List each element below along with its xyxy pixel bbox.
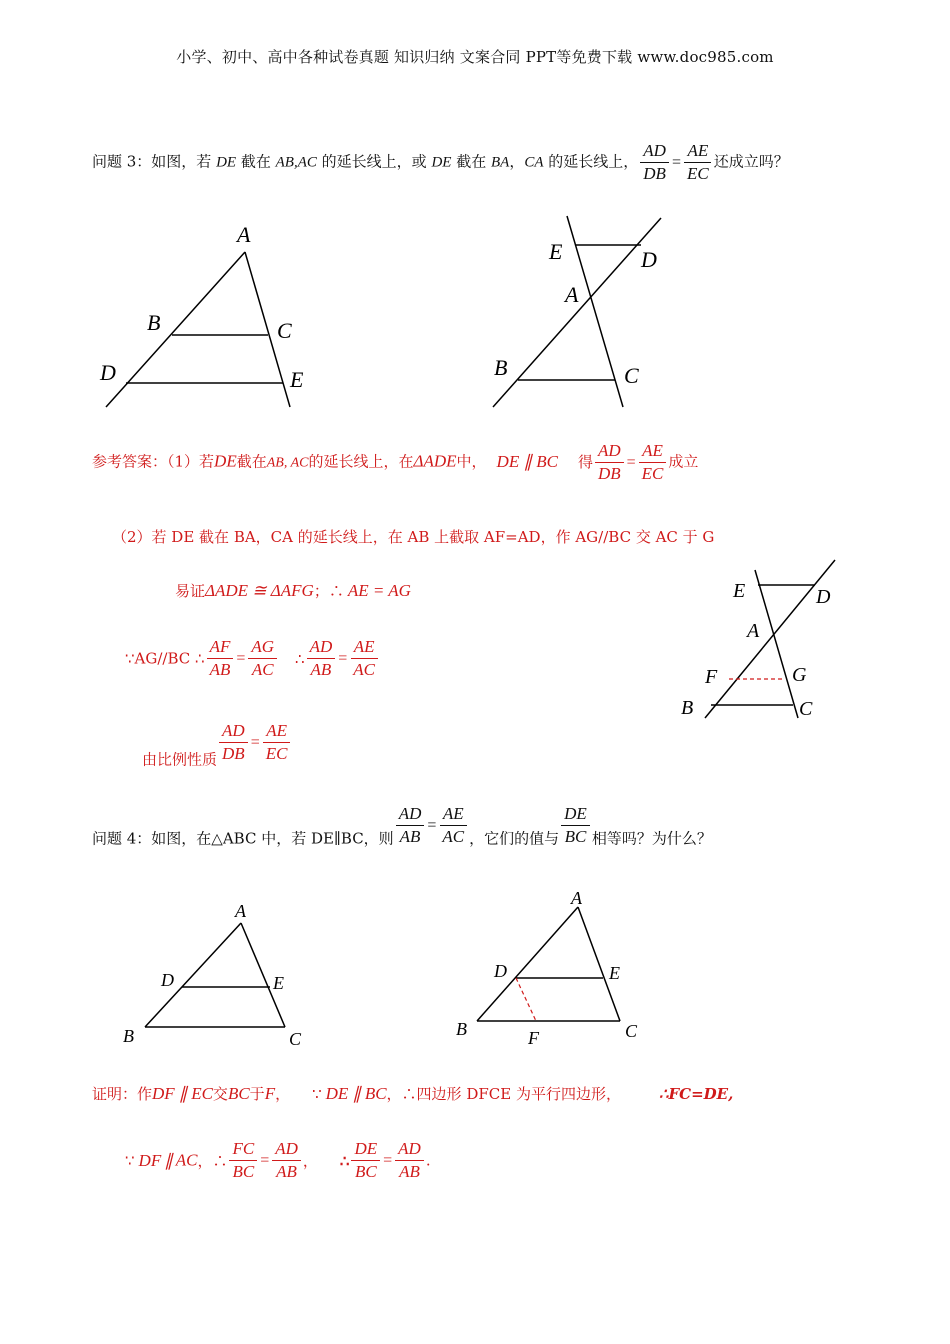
ans-text: 截在: [236, 452, 267, 471]
label-c: C: [624, 363, 639, 388]
proof-fraction-fc-bc: $\frac{FC}{BC}$: [229, 1138, 257, 1183]
proof-f: F: [264, 1084, 276, 1103]
proof-parallel: ∥: [164, 1150, 173, 1170]
q4-fraction-ad-ab: $\frac{AD}{AB}$: [396, 803, 425, 848]
figure-4b-parallelogram: [450, 885, 660, 1050]
proof-because: ∵: [312, 1085, 322, 1103]
label-d: D: [816, 586, 831, 608]
label-e: E: [609, 963, 620, 983]
label-e: E: [273, 973, 284, 993]
label-f: F: [528, 1028, 539, 1048]
q3-text: 截在: [451, 152, 491, 171]
label-f: F: [705, 666, 718, 688]
proof-parallel: ∥: [178, 1084, 188, 1103]
label-b: B: [681, 697, 694, 719]
q3-ba: BA: [490, 154, 510, 171]
proof-text: ，∴: [197, 1152, 228, 1170]
q3-de2: DE: [431, 154, 452, 171]
ans-de: DE: [214, 451, 237, 471]
proof-result: ∴FC=DE,: [658, 1085, 734, 1103]
q3-de: DE: [216, 154, 237, 171]
question-3: 问题 3：如图，若 DE 截在 AB,AC 的延长线上，或 DE 截在 BA，CA 的延长线上， $\frac{AD}{DB}$ = $\frac{AE}{EC}$ 还成立吗？: [92, 141, 789, 183]
proof-ac: AC: [175, 1150, 198, 1170]
ans-ae-ag: AE = AG: [347, 581, 411, 600]
ans-text: 中，: [456, 452, 487, 471]
q3-text: 的延长线上，或: [316, 152, 432, 171]
ans-text: ；∴: [313, 582, 344, 600]
ans-fraction-af-ab: $\frac{AF}{AB}$: [207, 636, 234, 681]
q3-text: 的延长线上，: [543, 152, 639, 171]
q3-text: ，: [509, 152, 525, 171]
proof-line-1: [92, 1083, 733, 1104]
figure-4a-triangle: [115, 895, 315, 1055]
figure-3b-crossing: [485, 210, 685, 415]
proof-ec: EC: [191, 1084, 213, 1103]
label-c: C: [625, 1021, 638, 1041]
label-c: C: [799, 698, 813, 720]
label-a: A: [235, 901, 246, 921]
label-d: D: [100, 360, 116, 385]
ans-text: 易证: [175, 582, 206, 600]
ans-congruence: ΔADE ≅ ΔAFG: [205, 581, 314, 600]
q4-prefix: 问题 4：如图，在△ABC 中，若 DE∥BC，则: [92, 829, 394, 848]
proof-text: .: [425, 1151, 431, 1170]
ans-fraction-ae-ac: $\frac{AE}{AC}$: [350, 636, 378, 681]
ans-text: 参考答案：（1）若: [92, 452, 215, 471]
ans-fraction-ag-ac: $\frac{AG}{AC}$: [248, 636, 277, 681]
proof-because: ∵: [125, 1151, 135, 1170]
q3-text: 截在: [236, 152, 276, 171]
ans-parallel: DE ∥ BC: [496, 451, 558, 471]
ans-fraction-ad-db: $\frac{AD}{DB}$: [219, 720, 248, 765]
ans-text: 成立: [668, 452, 699, 471]
proof-de: DE: [325, 1084, 349, 1103]
q3-prefix: 问题 3：如图，若: [92, 152, 217, 171]
answer-3-line-5: 由比例性质 $\frac{AD}{DB}$ = $\frac{AE}{EC}$: [142, 720, 292, 770]
label-b: B: [456, 1019, 467, 1039]
proof-line-2: ∵ DF ∥ AC，∴ $\frac{FC}{BC}$ = $\frac{AD}{AB}$ ， ∴ $\frac{DE}{BC}$ = $\frac{AD}{AB}$ .: [125, 1139, 431, 1181]
ans-fraction-ad-db: $\frac{AD}{DB}$: [595, 440, 624, 485]
label-e: E: [549, 239, 563, 264]
ans-abac: AB, AC: [266, 455, 309, 471]
answer-3-line-3: [175, 580, 411, 601]
q4-fraction-ae-ac: $\frac{AE}{AC}$: [439, 803, 467, 848]
q3-fraction-ae-ec: $\frac{AE}{EC}$: [684, 140, 712, 185]
proof-fraction-de-bc: $\frac{DE}{BC}$: [351, 1138, 380, 1183]
page-header: 小学、初中、高中各种试卷真题 知识归纳 文案合同 PPT等免费下载 www.doc985.com: [176, 48, 774, 66]
proof-fraction-ad-ab: $\frac{AD}{AB}$: [272, 1138, 301, 1183]
label-a: A: [237, 222, 251, 247]
q3-fraction-ad-db: $\frac{AD}{DB}$: [640, 140, 669, 185]
proof-text: 证明：作: [92, 1085, 153, 1103]
answer-3-line-4: ∵AG//BC ∴ $\frac{AF}{AB}$ = $\frac{AG}{AC}$ ∴ $\frac{AD}{AB}$ = $\frac{AE}{AC}$: [125, 636, 380, 681]
label-d: D: [494, 961, 507, 981]
proof-text: 于: [249, 1085, 265, 1103]
proof-df: DF: [152, 1084, 175, 1103]
proof-df: DF: [138, 1150, 162, 1170]
ans-fraction-ae-ec: $\frac{AE}{EC}$: [263, 720, 291, 765]
q4-text: ，它们的值与: [469, 829, 560, 848]
ans-text: 由比例性质: [142, 750, 218, 769]
answer-3-line-2: （2）若 DE 截在 BA，CA 的延长线上，在 AB 上截取 AF=AD，作 AG//BC 交 AC 于 G: [112, 528, 715, 546]
proof-bc: BC: [227, 1084, 250, 1103]
label-a: A: [571, 888, 582, 908]
label-d: D: [161, 970, 174, 990]
label-d: D: [641, 247, 657, 272]
q3-suffix: 还成立吗？: [713, 152, 789, 171]
proof-bc: BC: [364, 1084, 387, 1103]
label-e: E: [733, 580, 746, 602]
ans-text: ∵AG//BC ∴: [125, 649, 205, 668]
question-4: 问题 4：如图，在△ABC 中，若 DE∥BC，则 $\frac{AD}{AB}$ = $\frac{AE}{AC}$ ，它们的值与 $\frac{DE}{BC}$ 相等吗？为什么？: [92, 804, 712, 848]
figure-3c-construction: [675, 555, 855, 725]
proof-parallel: ∥: [352, 1084, 361, 1103]
answer-3-line-1: 参考答案：（1）若DE截在AB, AC的延长线上，在ΔADE中， DE ∥ BC 得 $\frac{AD}{DB}$ = $\frac{AE}{EC}$ 成立: [92, 441, 699, 483]
ans-fraction-ae-ec: $\frac{AE}{EC}$: [639, 440, 667, 485]
label-c: C: [277, 318, 292, 343]
ans-text: 的延长线上，在: [308, 452, 414, 471]
ans-fraction-ad-ab: $\frac{AD}{AB}$: [307, 636, 336, 681]
label-b: B: [123, 1026, 134, 1046]
q4-suffix: 相等吗？为什么？: [591, 829, 712, 848]
proof-fraction-ad-ab-2: $\frac{AD}{AB}$: [395, 1138, 424, 1183]
proof-text: ，∴四边形 DFCE 为平行四边形，: [386, 1085, 621, 1103]
ans-text: 得: [577, 452, 593, 471]
proof-text: ，: [302, 1152, 318, 1170]
ans-triangle-ade: ΔADE: [413, 451, 457, 471]
label-e: E: [290, 367, 304, 392]
label-g: G: [792, 664, 807, 686]
proof-text: ，: [275, 1085, 291, 1103]
label-c: C: [289, 1029, 302, 1049]
figure-3a-triangle: [90, 215, 330, 415]
q3-ca: CA: [524, 154, 544, 171]
proof-therefore: ∴: [339, 1151, 350, 1170]
ans-text: ∴: [295, 649, 305, 668]
q3-abac: AB,AC: [275, 154, 317, 171]
label-a: A: [747, 620, 760, 642]
proof-text: 交: [212, 1085, 228, 1103]
label-a: A: [565, 282, 579, 307]
label-b: B: [494, 355, 508, 380]
q4-fraction-de-bc: $\frac{DE}{BC}$: [561, 803, 590, 848]
label-b: B: [147, 310, 161, 335]
